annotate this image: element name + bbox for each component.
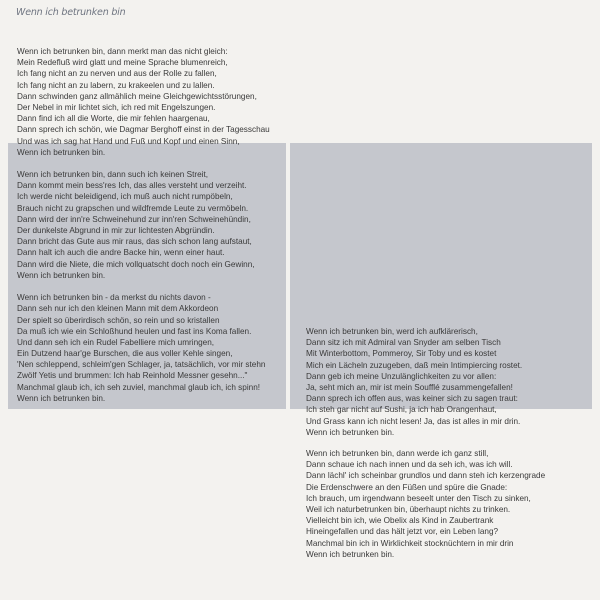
lyric-line: Dann lächl' ich scheinbar grundlos und dann steh ich kerzengrade [306,471,546,481]
lyric-line: Dann halt ich auch die andre Backe hin, wenn einer haut. [17,248,225,258]
lyric-line: Und Grass kann ich nicht lesen! Ja, das ist alles in mir drin. [306,416,521,426]
lyrics-column-right-stanza-1 [306,326,522,449]
stanza [17,169,270,281]
stanza [17,292,270,404]
lyric-line: Und dann seh ich ein Rudel Fabelliere mich umringen, [17,337,215,347]
lyric-line: Dann sprech ich schön, wie Dagmar Berghoff einst in der Tagesschau [17,125,270,135]
lyric-line: Ich steh gar nicht auf Sushi, ja ich hab Orangenhaut, [306,405,497,415]
lyric-line: Die Erdenschwere an den Füßen und spüre die Gnade: [306,482,508,492]
lyric-line: Wenn ich betrunken bin - da merkst du nichts davon - [17,293,211,303]
lyric-line: Dann bricht das Gute aus mir raus, das sich schon lang aufstaut, [17,237,252,247]
lyric-line: Wenn ich betrunken bin, dann merkt man das nicht gleich: [17,47,228,56]
lyric-line: Mich ein Lächeln zuzugeben, daß mein Intimpiercing rostet. [306,360,523,370]
lyric-line: Dann schwinden ganz allmählich meine Gleichgewichtsstörungen, [17,91,257,101]
lyric-line: Ich werde nicht beleidigend, ich muß auch nicht rumpöbeln, [17,192,233,202]
lyric-line: Dann schaue ich nach innen und da seh ich, was ich will. [306,460,513,470]
lyric-line: Der spielt so überirdisch schön, so rein und so kristallen [17,315,220,325]
lyric-line: Der dunkelste Abgrund in mir zur lichtesten Abgründin. [17,226,215,235]
lyric-line: Wenn ich betrunken bin. [306,549,395,559]
lyric-line: Mit Winterbottom, Pommeroy, Sir Toby und es kostet [306,349,497,359]
lyrics-column-left [17,46,270,415]
lyric-line: Weil ich naturbetrunken bin, überhaupt nichts zu trinken. [306,504,511,514]
lyric-line: Ich fang nicht an zu nerven und aus der Rolle zu fallen, [17,69,217,79]
lyric-line: Ich fang nicht an zu labern, zu krakeelen und zu lallen. [17,80,215,90]
lyric-line: Wenn ich betrunken bin. [17,147,106,157]
lyric-line: Hineingefallen und das hält jetzt vor, ein Leben lang? [306,527,499,537]
song-title: Wenn ich betrunken bin [16,7,126,18]
lyric-line: Ein Dutzend haar'ge Burschen, die aus voller Kehle singen, [17,349,233,359]
lyric-line: Wenn ich betrunken bin, dann such ich keinen Streit, [17,170,209,180]
lyric-line: Ich brauch, um irgendwann beseelt unter den Tisch zu sinken, [306,493,531,503]
stanza [306,448,545,560]
stanza [306,326,522,438]
lyric-line: Ja, seht mich an, mir ist mein Soufflé zusammengefallen! [306,382,513,392]
lyric-line: Dann find ich all die Worte, die mir fehlen haargenau, [17,114,210,124]
lyric-line: Wenn ich betrunken bin. [17,270,106,280]
lyric-line: Brauch nicht zu grapschen und wildfremde Leute zu vermöbeln. [17,203,249,213]
lyric-line: Vielleicht bin ich, wie Obelix als Kind in Zaubertrank [306,516,494,526]
stanza [17,46,270,158]
lyric-line: Dann wird die Niete, die mich vollquatscht doch noch ein Gewinn, [17,259,255,269]
lyric-line: Der Nebel in mir lichtet sich, ich red mit Engelszungen. [17,102,216,112]
lyric-line: Wenn ich betrunken bin. [306,427,395,437]
lyric-line: Zwölf Yetis und brummen: Ich hab Reinhold Messner gesehn..." [17,371,248,381]
lyric-line: Dann seh nur ich den kleinen Mann mit dem Akkordeon [17,304,219,314]
lyric-line: Wenn ich betrunken bin, dann werde ich ganz still, [306,449,489,458]
lyric-line: Wenn ich betrunken bin. [17,393,106,403]
lyric-line: Dann sprech ich offen aus, was keiner sich zu sagen traut: [306,394,518,404]
lyric-line: 'Nen schleppend, schleim'gen Schlager, ja, tatsächlich, vor mir stehn [17,360,266,370]
lyric-line: Dann wird der inn're Schweinehund zur inn'ren Schweinehündin, [17,214,251,224]
lyric-line: Da muß ich wie ein Schloßhund heulen und fast ins Koma fallen. [17,326,252,336]
lyric-line: Mein Redefluß wird glatt und meine Sprache blumenreich, [17,58,228,68]
lyric-line: Manchmal bin ich in Wirklichkeit stocknüchtern in mir drin [306,538,514,548]
lyric-line: Wenn ich betrunken bin, werd ich aufklärerisch, [306,327,478,336]
lyric-line: Dann kommt mein bess'res Ich, das alles versteht und verzeiht. [17,181,247,191]
lyric-line: Und was ich sag hat Hand und Fuß und Kopf und einen Sinn, [17,136,240,146]
lyrics-column-right-stanza-2 [306,448,545,571]
lyric-line: Dann geb ich meine Unzulänglichkeiten zu vor allen: [306,371,497,381]
lyric-line: Dann sitz ich mit Admiral van Snyder am selben Tisch [306,338,501,348]
lyric-line: Manchmal glaub ich, ich seh zuviel, manchmal glaub ich, ich spinn! [17,382,261,392]
